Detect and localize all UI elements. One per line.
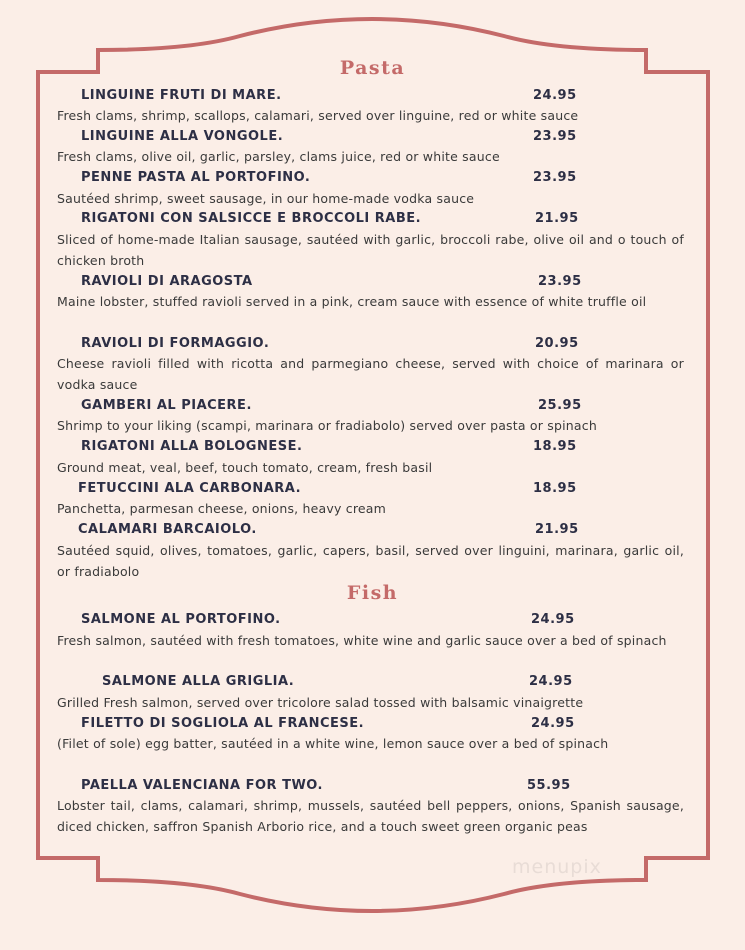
item-description: Fresh salmon, sautéed with fresh tomatoes, white wine and garlic sauce over a bed of spinach xyxy=(57,633,667,648)
item-description: Maine lobster, stuffed ravioli served in a pink, cream sauce with essence of white truffle oil xyxy=(57,294,647,309)
section-title-pasta: Pasta xyxy=(339,57,406,79)
item-description: Cheese ravioli filled with ricotta and parmegiano cheese, served with choice of marinara or vodka sauce xyxy=(57,356,684,392)
item-description: Fresh clams, olive oil, garlic, parsley, clams juice, red or white sauce xyxy=(57,149,500,164)
item-description: Lobster tail, clams, calamari, shrimp, mussels, sautéed bell peppers, onions, Spanish sausage, diced chicken, saffron Spanish Arborio rice, and a touch sweet green organic peas xyxy=(57,798,684,834)
item-description: Sautéed shrimp, sweet sausage, in our home-made vodka sauce xyxy=(57,191,475,206)
item-name: RAVIOLI DI ARAGOSTA xyxy=(81,274,253,289)
item-price: 24.95 xyxy=(529,674,573,689)
item-name: FILETTO DI SOGLIOLA AL FRANCESE. xyxy=(81,716,365,731)
item-name: FETUCCINI ALA CARBONARA. xyxy=(78,481,302,496)
item-description: Sliced of home-made Italian sausage, sautéed with garlic, broccoli rabe, olive oil and o touch of chicken broth xyxy=(57,232,684,268)
item-price: 23.95 xyxy=(538,274,582,289)
item-price: 24.95 xyxy=(533,88,577,103)
item-price: 21.95 xyxy=(535,522,579,537)
item-price: 20.95 xyxy=(535,336,579,351)
item-price: 18.95 xyxy=(533,481,577,496)
item-name: LINGUINE ALLA VONGOLE. xyxy=(81,129,284,144)
item-name: SALMONE ALLA GRIGLIA. xyxy=(102,674,295,689)
menupix-watermark: menupix xyxy=(512,856,602,878)
item-name: LINGUINE FRUTI DI MARE. xyxy=(81,88,282,103)
item-price: 23.95 xyxy=(533,170,577,185)
item-description: Fresh clams, shrimp, scallops, calamari, served over linguine, red or white sauce xyxy=(57,108,579,123)
item-price: 24.95 xyxy=(531,612,575,627)
item-price: 21.95 xyxy=(535,211,579,226)
item-name: GAMBERI AL PIACERE. xyxy=(81,398,252,413)
item-name: RIGATONI CON SALSICCE E BROCCOLI RABE. xyxy=(81,211,422,226)
item-description: Shrimp to your liking (scampi, marinara or fradiabolo) served over pasta or spinach xyxy=(57,418,597,433)
item-price: 25.95 xyxy=(538,398,582,413)
item-price: 55.95 xyxy=(527,778,571,793)
item-name: CALAMARI BARCAIOLO. xyxy=(78,522,257,537)
item-name: RAVIOLI DI FORMAGGIO. xyxy=(81,336,270,351)
item-price: 24.95 xyxy=(531,716,575,731)
item-description: Ground meat, veal, beef, touch tomato, cream, fresh basil xyxy=(57,460,433,475)
item-name: PENNE PASTA AL PORTOFINO. xyxy=(81,170,311,185)
item-name: RIGATONI ALLA BOLOGNESE. xyxy=(81,439,303,454)
item-name: PAELLA VALENCIANA FOR TWO. xyxy=(81,778,323,793)
item-description: (Filet of sole) egg batter, sautéed in a white wine, lemon sauce over a bed of spinach xyxy=(57,736,609,751)
item-price: 18.95 xyxy=(533,439,577,454)
item-description: Panchetta, parmesan cheese, onions, heavy cream xyxy=(57,501,387,516)
item-price: 23.95 xyxy=(533,129,577,144)
section-title-fish: Fish xyxy=(346,582,399,604)
item-name: SALMONE AL PORTOFINO. xyxy=(81,612,281,627)
item-description: Grilled Fresh salmon, served over tricolore salad tossed with balsamic vinaigrette xyxy=(57,695,584,710)
item-description: Sautéed squid, olives, tomatoes, garlic, capers, basil, served over linguini, marinara, garlic oil, or fradiabolo xyxy=(57,543,684,579)
